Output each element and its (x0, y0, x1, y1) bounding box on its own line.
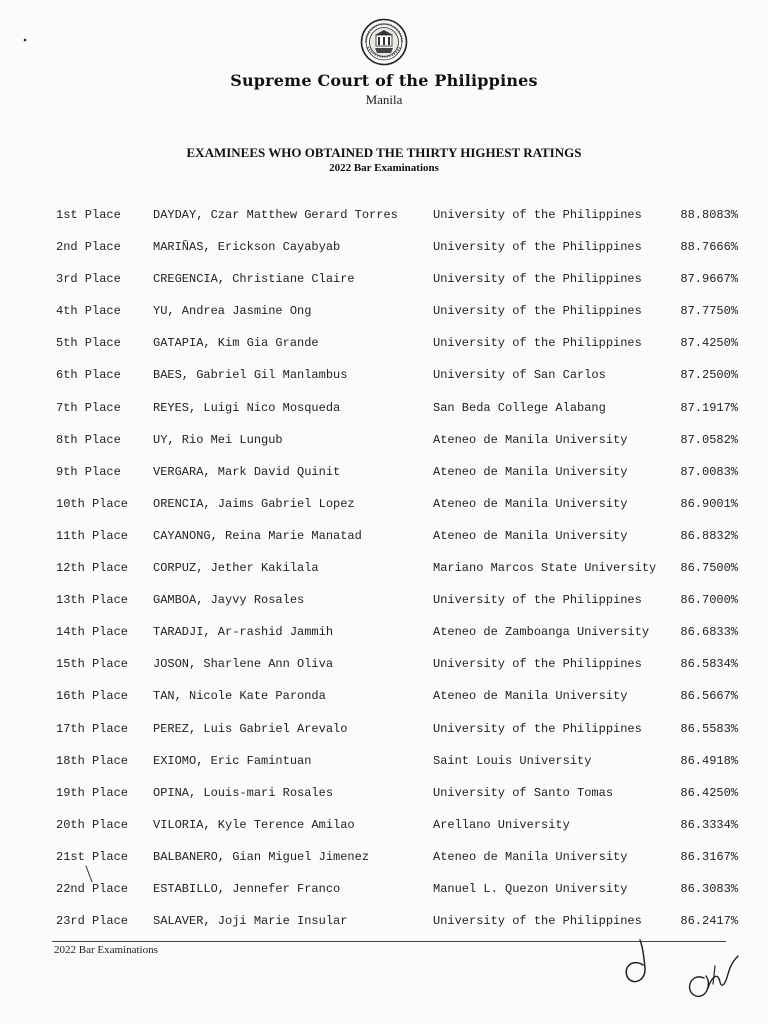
result-place: 6th Place (56, 368, 121, 383)
result-rating: 87.9667% (680, 272, 738, 287)
result-row (0, 490, 768, 522)
result-rating: 86.3083% (680, 881, 738, 896)
result-name: PEREZ, Luis Gabriel Arevalo (153, 721, 348, 736)
result-place: 7th Place (56, 400, 121, 415)
footer-label: 2022 Bar Examinations (54, 944, 158, 956)
result-school: University of the Philippines (433, 657, 642, 672)
result-place: 22nd Place (56, 881, 129, 896)
result-place: 4th Place (56, 304, 121, 319)
document-subtitle: 2022 Bar Examinations (329, 162, 439, 174)
result-name: TAN, Nicole Kate Paronda (153, 689, 326, 704)
result-school: Arellano University (433, 817, 570, 832)
result-name: REYES, Luigi Nico Mosqueda (153, 400, 341, 415)
result-school: Saint Louis University (433, 753, 592, 768)
result-place: 12th Place (56, 561, 129, 576)
result-place: 17th Place (56, 721, 129, 736)
result-school: University of Santo Tomas (433, 785, 614, 800)
document-title: EXAMINEES WHO OBTAINED THE THIRTY HIGHEST RATINGS (186, 145, 582, 160)
footer-rule (52, 941, 726, 942)
result-rating: 86.4250% (680, 785, 738, 800)
result-rating: 86.3167% (680, 849, 738, 864)
result-place: 5th Place (56, 336, 121, 351)
result-school: University of the Philippines (433, 336, 642, 351)
result-place: 23rd Place (56, 914, 129, 929)
result-rating: 86.7000% (680, 593, 738, 608)
result-row (0, 361, 768, 393)
result-rating: 86.9001% (680, 496, 738, 511)
result-place: 19th Place (56, 785, 129, 800)
result-rating: 86.6833% (680, 625, 738, 640)
result-school: University of San Carlos (433, 368, 606, 383)
result-school: San Beda College Alabang (433, 400, 606, 415)
result-school: Ateneo de Manila University (433, 496, 628, 511)
result-rating: 87.0083% (680, 464, 738, 479)
result-name: MARIÑAS, Erickson Cayabyab (153, 240, 341, 255)
result-name: CAYANONG, Reina Marie Manatad (153, 528, 362, 543)
result-row (0, 715, 768, 747)
result-place: 9th Place (56, 464, 121, 479)
result-row (0, 265, 768, 297)
result-name: TARADJI, Ar-rashid Jammih (153, 625, 334, 640)
result-row (0, 747, 768, 779)
result-row (0, 907, 768, 939)
result-rating: 87.2500% (680, 368, 738, 383)
result-row (0, 233, 768, 265)
result-name: GAMBOA, Jayvy Rosales (153, 593, 305, 608)
result-name: ORENCIA, Jaims Gabriel Lopez (153, 496, 355, 511)
result-name: ESTABILLO, Jennefer Franco (153, 881, 341, 896)
result-row (0, 554, 768, 586)
result-school: University of the Philippines (433, 240, 642, 255)
result-place: 18th Place (56, 753, 129, 768)
result-rating: 86.7500% (680, 561, 738, 576)
result-row (0, 458, 768, 490)
result-row (0, 201, 768, 233)
result-row (0, 426, 768, 458)
result-name: JOSON, Sharlene Ann Oliva (153, 657, 334, 672)
result-rating: 87.4250% (680, 336, 738, 351)
result-place: 15th Place (56, 657, 129, 672)
result-row (0, 618, 768, 650)
result-row (0, 522, 768, 554)
result-place: 8th Place (56, 432, 121, 447)
court-name: Supreme Court of the Philippines (230, 71, 538, 90)
result-school: University of the Philippines (433, 272, 642, 287)
result-name: YU, Andrea Jasmine Ong (153, 304, 312, 319)
result-name: CORPUZ, Jether Kakilala (153, 561, 319, 576)
result-school: Manuel L. Quezon University (433, 881, 628, 896)
result-place: 14th Place (56, 625, 129, 640)
result-row (0, 811, 768, 843)
result-school: University of the Philippines (433, 593, 642, 608)
result-row (0, 329, 768, 361)
result-rating: 86.5834% (680, 657, 738, 672)
result-name: VILORIA, Kyle Terence Amilao (153, 817, 355, 832)
result-place: 21st Place (56, 849, 129, 864)
result-place: 10th Place (56, 496, 129, 511)
result-row (0, 297, 768, 329)
result-name: DAYDAY, Czar Matthew Gerard Torres (153, 208, 398, 222)
result-rating: 87.1917% (680, 400, 738, 415)
result-school: Mariano Marcos State University (433, 561, 657, 576)
result-name: VERGARA, Mark David Quinit (153, 464, 341, 479)
result-school: Ateneo de Manila University (433, 528, 628, 543)
result-rating: 86.3334% (680, 817, 738, 832)
result-rating: 87.7750% (680, 304, 738, 319)
result-row (0, 650, 768, 682)
result-rating: 86.8832% (680, 528, 738, 543)
result-school: Ateneo de Zamboanga University (433, 625, 650, 640)
result-rating: 88.8083% (680, 208, 738, 222)
result-school: Ateneo de Manila University (433, 464, 628, 479)
result-row (0, 682, 768, 714)
result-name: SALAVER, Joji Marie Insular (153, 914, 348, 929)
result-school: University of the Philippines (433, 208, 642, 222)
result-place: 2nd Place (56, 240, 121, 255)
result-rating: 86.5667% (680, 689, 738, 704)
result-rating: 86.2417% (680, 914, 738, 929)
result-name: BALBANERO, Gian Miguel Jimenez (153, 849, 370, 864)
result-rating: 86.4918% (680, 753, 738, 768)
result-place: 11th Place (56, 528, 129, 543)
result-name: EXIOMO, Eric Famintuan (153, 753, 312, 768)
result-name: OPINA, Louis-mari Rosales (153, 785, 334, 800)
result-school: Ateneo de Manila University (433, 849, 628, 864)
court-city: Manila (365, 92, 403, 107)
result-place: 16th Place (56, 689, 129, 704)
result-rating: 87.0582% (680, 432, 738, 447)
result-school: University of the Philippines (433, 721, 642, 736)
result-school: University of the Philippines (433, 914, 642, 929)
result-row (0, 586, 768, 618)
result-name: UY, Rio Mei Lungub (153, 432, 283, 447)
result-place: 1st Place (56, 208, 121, 222)
result-place: 20th Place (56, 817, 129, 832)
result-school: Ateneo de Manila University (433, 432, 628, 447)
result-row (0, 779, 768, 811)
result-name: CREGENCIA, Christiane Claire (153, 272, 355, 287)
supreme-court-seal-icon (360, 18, 408, 66)
results-list (0, 201, 768, 939)
result-row (0, 875, 768, 907)
result-school: Ateneo de Manila University (433, 689, 628, 704)
result-row (0, 843, 768, 875)
result-place: 3rd Place (56, 272, 121, 287)
result-name: BAES, Gabriel Gil Manlambus (153, 368, 348, 383)
result-school: University of the Philippines (433, 304, 642, 319)
result-row (0, 394, 768, 426)
result-name: GATAPIA, Kim Gia Grande (153, 336, 319, 351)
result-place: 13th Place (56, 593, 129, 608)
result-rating: 86.5583% (680, 721, 738, 736)
result-rating: 88.7666% (680, 240, 738, 255)
